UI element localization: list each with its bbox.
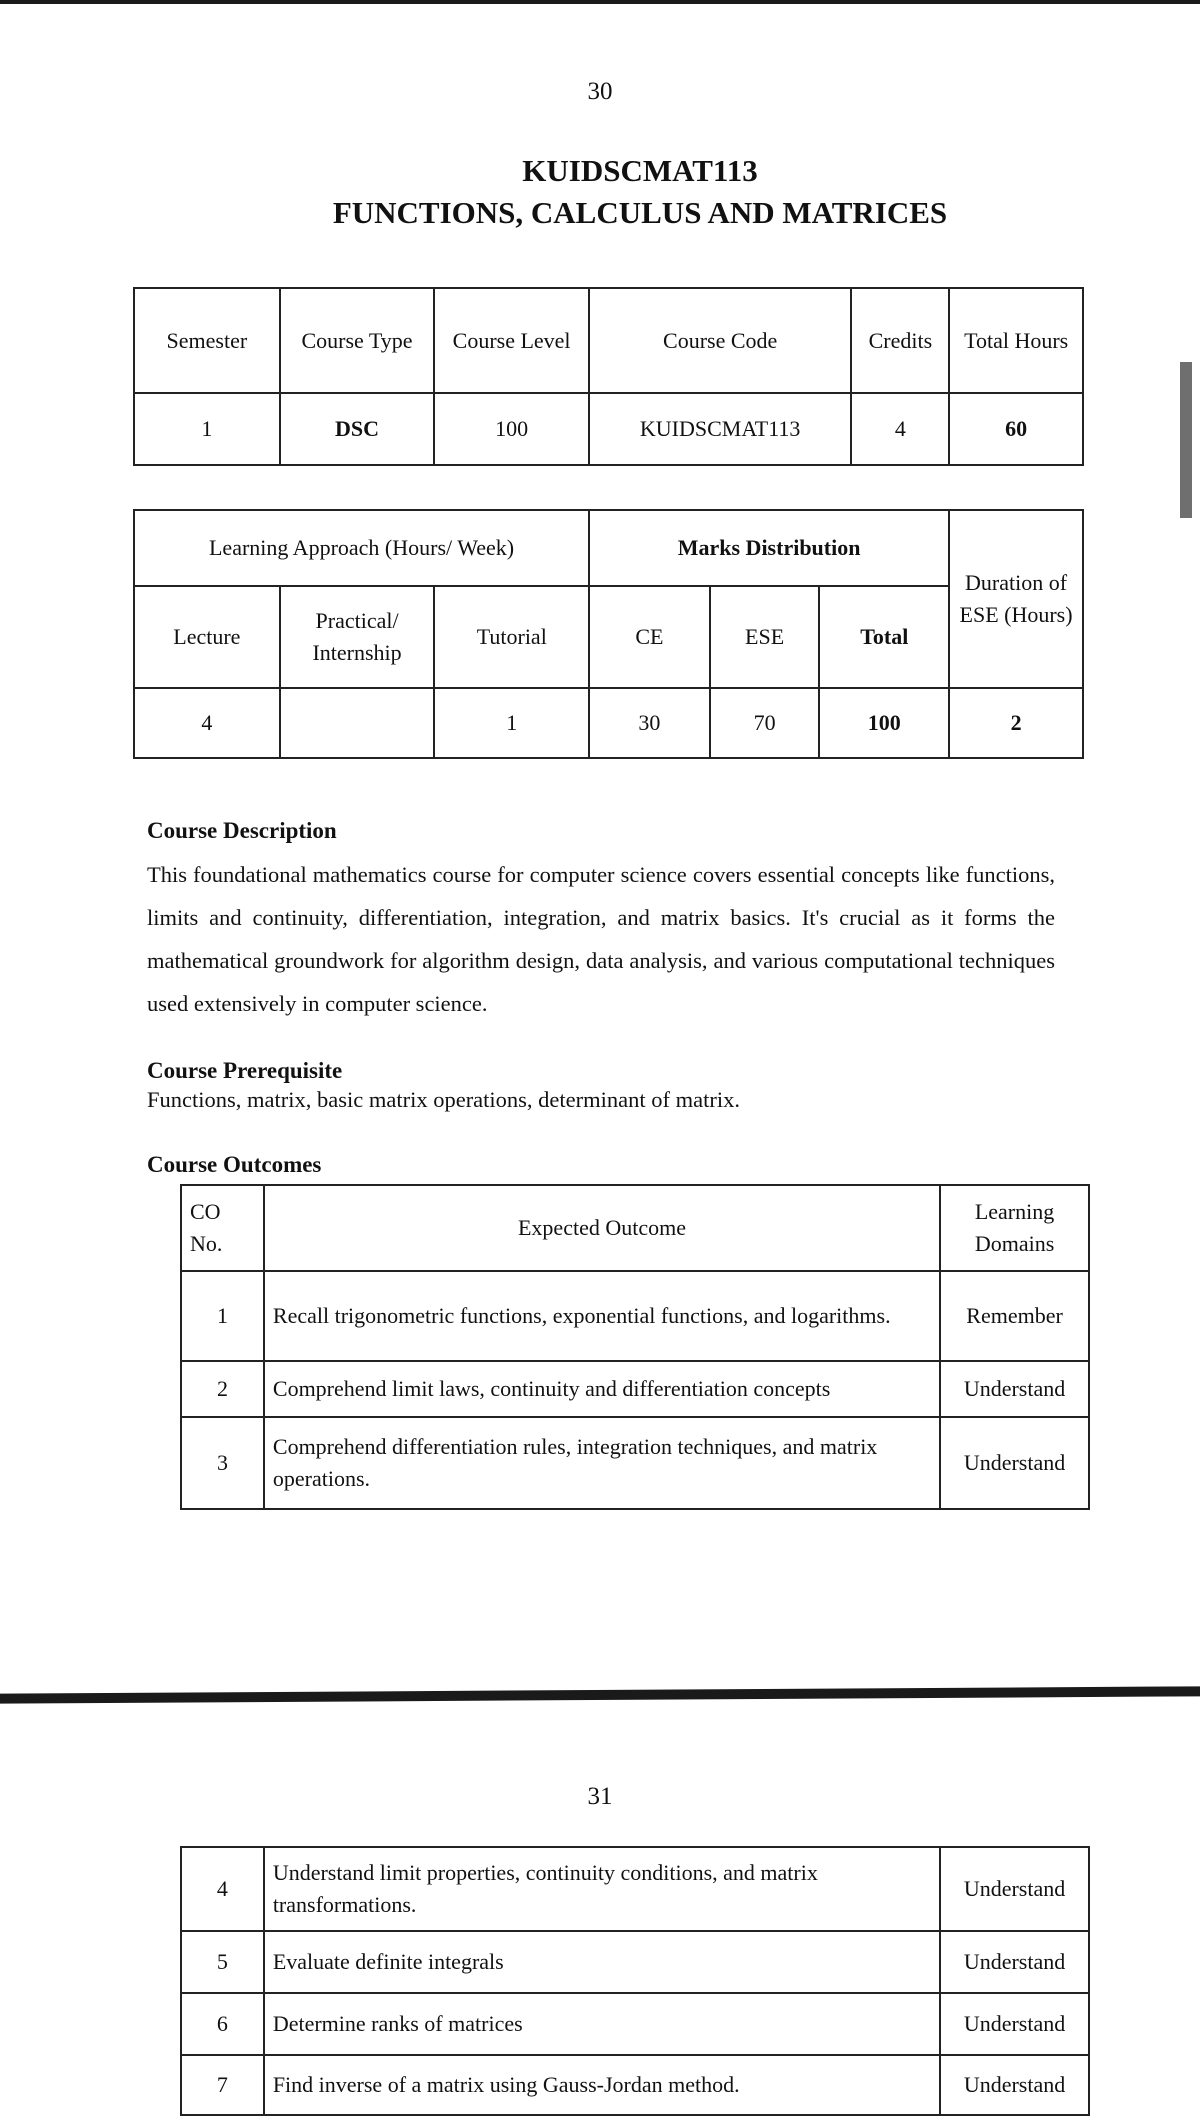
co-domain: Understand [940, 1847, 1089, 1931]
marks-distribution-table [133, 509, 1084, 759]
value-course-type: DSC [280, 393, 435, 465]
course-outcomes-table-continued [180, 1846, 1090, 2116]
table-row [181, 2055, 1089, 2115]
co-outcome: Recall trigonometric functions, exponential functions, and logarithms. [264, 1271, 940, 1361]
duration-ese-header: Duration of ESE (Hours) [949, 510, 1083, 688]
header-lecture: Lecture [134, 586, 280, 688]
learning-approach-header: Learning Approach (Hours/ Week) [134, 510, 589, 586]
header-expected-outcome: Expected Outcome [264, 1185, 940, 1271]
course-name-title: FUNCTIONS, CALCULUS AND MATRICES [332, 195, 948, 230]
header-semester: Semester [134, 288, 280, 393]
value-duration: 2 [949, 688, 1083, 758]
page-number-31: 31 [587, 1783, 613, 1810]
header-course-type: Course Type [280, 288, 435, 393]
co-number: 5 [181, 1931, 264, 1993]
value-total-hours: 60 [949, 393, 1083, 465]
header-course-level: Course Level [434, 288, 589, 393]
page-top-rule [0, 0, 1200, 4]
header-co-no: CO No. [181, 1185, 264, 1271]
co-number: 7 [181, 2055, 264, 2115]
value-tutorial: 1 [434, 688, 589, 758]
header-tutorial: Tutorial [434, 586, 589, 688]
header-total-hours: Total Hours [949, 288, 1083, 393]
course-outcomes-heading: Course Outcomes [147, 1152, 322, 1177]
co-domain: Understand [940, 1417, 1089, 1509]
co-outcome: Determine ranks of matrices [264, 1993, 940, 2055]
marks-distribution-header: Marks Distribution [589, 510, 949, 586]
header-course-code: Course Code [589, 288, 852, 393]
co-outcome: Find inverse of a matrix using Gauss-Jordan method. [264, 2055, 940, 2115]
course-description-text: This foundational mathematics course for computer science covers essential concepts like functions, limits and continuity, differentiation, integration, and matrix basics. It's crucial as it forms the mathematical groundwork for algorithm design, data analysis, and various computational techniques used extensively in computer science. [147, 862, 1055, 1016]
course-prerequisite-heading: Course Prerequisite [147, 1058, 343, 1083]
co-domain: Understand [940, 1931, 1089, 1993]
page-break-rule [0, 1686, 1200, 1703]
value-ese: 70 [710, 688, 820, 758]
header-ese: ESE [710, 586, 820, 688]
header-total: Total [819, 586, 949, 688]
co-number: 3 [181, 1417, 264, 1509]
co-domain: Understand [940, 1361, 1089, 1417]
page-number-30: 30 [587, 78, 613, 105]
co-outcome: Understand limit properties, continuity conditions, and matrix transformations. [264, 1847, 940, 1931]
co-domain: Remember [940, 1271, 1089, 1361]
table-row [181, 1931, 1089, 1993]
co-domain: Understand [940, 1993, 1089, 2055]
header-credits: Credits [851, 288, 949, 393]
table-row [181, 1847, 1089, 1931]
value-ce: 30 [589, 688, 710, 758]
co-outcome: Comprehend differentiation rules, integration techniques, and matrix operations. [264, 1417, 940, 1509]
value-course-code: KUIDSCMAT113 [589, 393, 852, 465]
header-ce: CE [589, 586, 710, 688]
value-lecture: 4 [134, 688, 280, 758]
value-semester: 1 [134, 393, 280, 465]
table-row [181, 1361, 1089, 1417]
co-number: 6 [181, 1993, 264, 2055]
table-row [181, 1417, 1089, 1509]
course-description-heading: Course Description [147, 818, 337, 843]
value-total: 100 [819, 688, 949, 758]
course-outcomes-table [180, 1184, 1090, 1510]
course-code-title: KUIDSCMAT113 [522, 153, 758, 188]
co-number: 2 [181, 1361, 264, 1417]
table-row [181, 1993, 1089, 2055]
co-number: 1 [181, 1271, 264, 1361]
table-row [181, 1271, 1089, 1361]
course-info-table [133, 287, 1084, 466]
co-outcome: Evaluate definite integrals [264, 1931, 940, 1993]
header-learning-domains: Learning Domains [940, 1185, 1089, 1271]
value-course-level: 100 [434, 393, 589, 465]
co-outcome: Comprehend limit laws, continuity and differentiation concepts [264, 1361, 940, 1417]
co-number: 4 [181, 1847, 264, 1931]
header-practical-internship: Practical/ Internship [280, 586, 435, 688]
value-credits: 4 [851, 393, 949, 465]
co-domain: Understand [940, 2055, 1089, 2115]
value-practical [280, 688, 435, 758]
scroll-position-marker[interactable] [1180, 362, 1192, 518]
course-prerequisite-text: Functions, matrix, basic matrix operations, determinant of matrix. [147, 1087, 740, 1112]
